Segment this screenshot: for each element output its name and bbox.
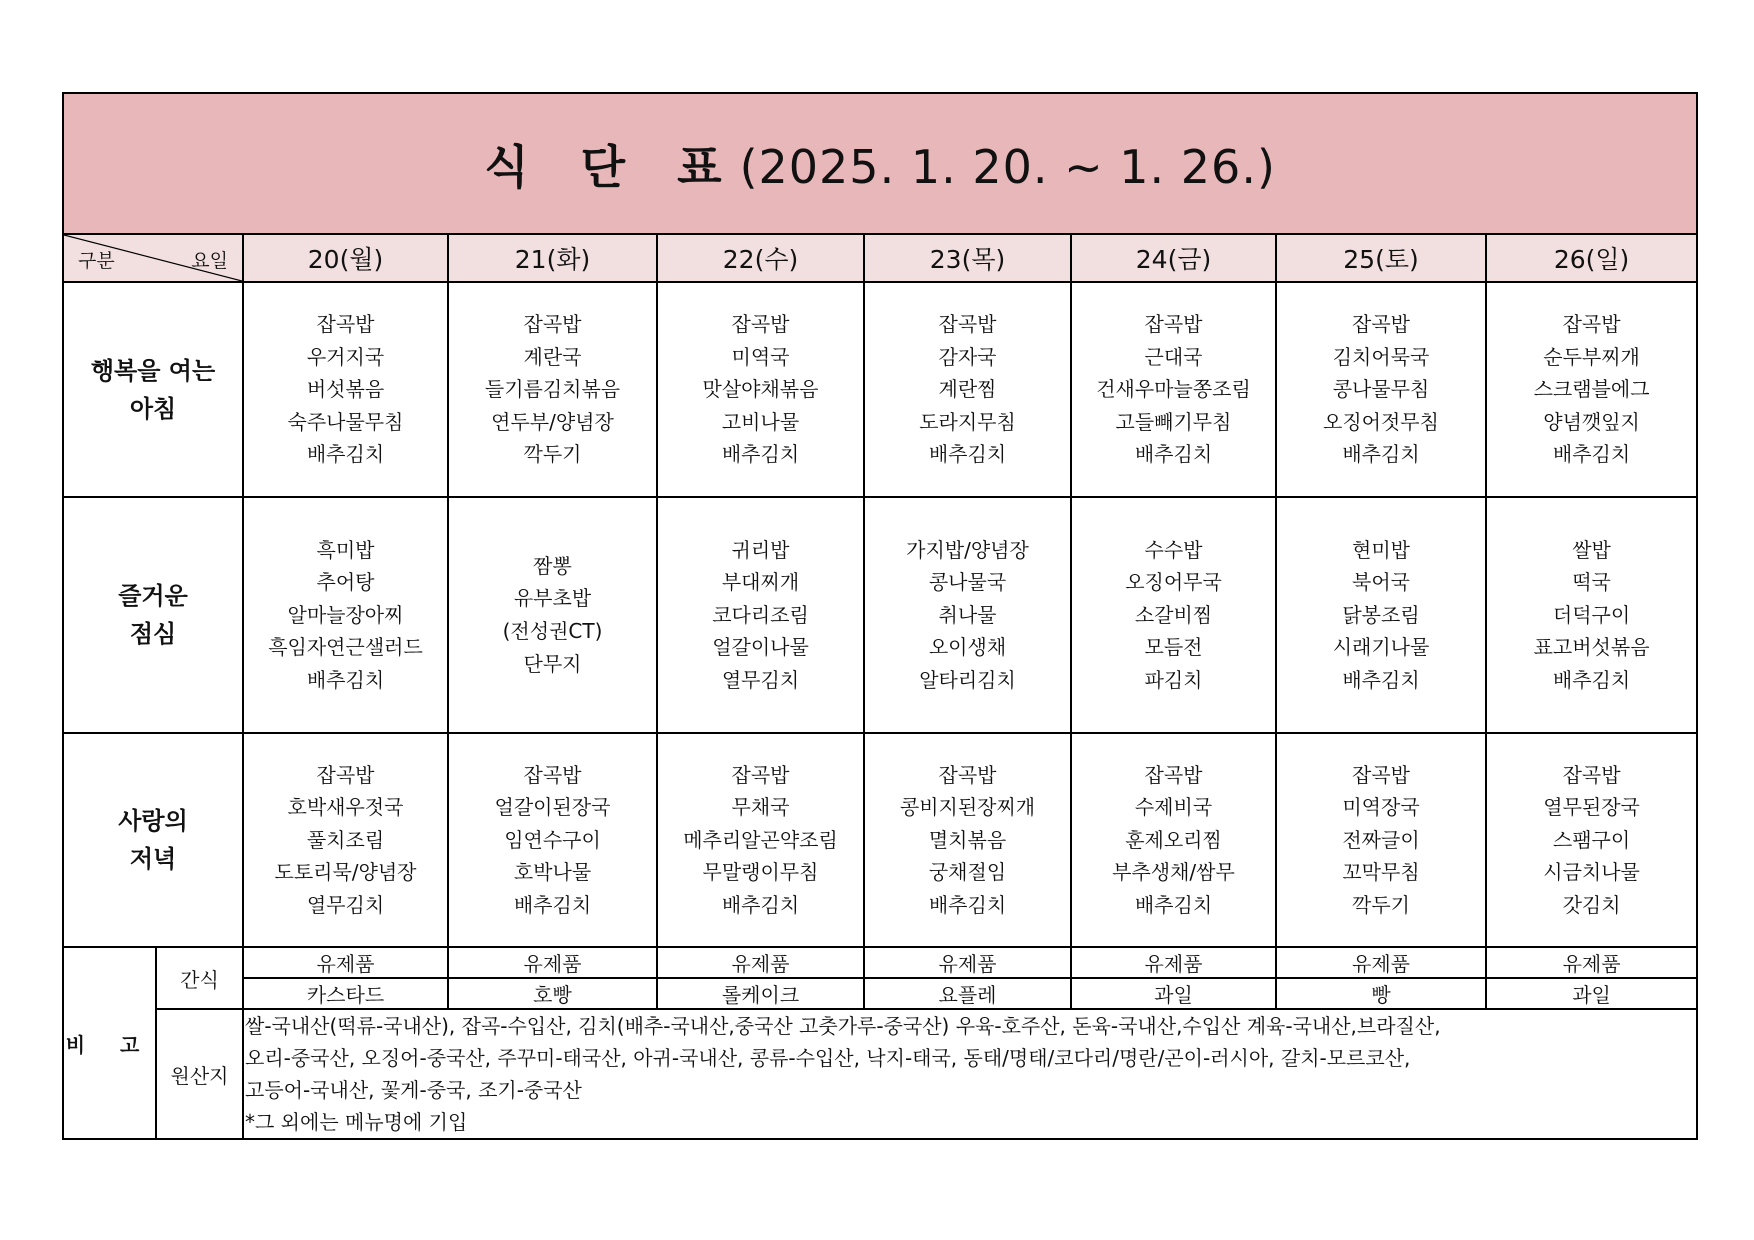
menu-item: 잡곡밥 xyxy=(316,312,375,337)
meal-plan-table xyxy=(62,92,1698,1140)
menu-item: 오징어젓무침 xyxy=(1323,409,1439,434)
snack-cell: 과일 xyxy=(1486,978,1697,1009)
breakfast-menu-cell xyxy=(864,282,1071,497)
menu-item: 배추김치 xyxy=(721,892,800,917)
menu-item: 잡곡밥 xyxy=(731,312,790,337)
menu-item: 수수밥 xyxy=(1144,537,1203,562)
menu-item: 배추김치 xyxy=(928,442,1007,467)
menu-item: 더덕구이 xyxy=(1552,602,1631,627)
dinner-menu-cell xyxy=(1276,733,1486,947)
menu-item: 무채국 xyxy=(731,795,790,820)
menu-item: 무말랭이무침 xyxy=(702,860,819,885)
menu-item: 가지밥/양념장 xyxy=(906,537,1029,562)
menu-item: 연두부/양념장 xyxy=(491,409,614,434)
menu-item: 계란국 xyxy=(523,344,582,369)
menu-item: 꼬막무침 xyxy=(1342,860,1420,885)
menu-item: 배추김치 xyxy=(306,442,385,467)
origin-line: 오리-중국산, 오징어-중국산, 주꾸미-태국산, 아귀-국내산, 콩류-수입산, 낙지-태국, 동태/명태/코다리/명란/곤이-러시아, 갈치-모르코산, xyxy=(245,1046,1411,1070)
snack-cell: 카스타드 xyxy=(243,978,448,1009)
menu-item: 시금치나물 xyxy=(1543,860,1640,885)
snack-cell: 유제품 xyxy=(657,947,864,978)
menu-item: 열무김치 xyxy=(721,667,800,692)
menu-item: 순두부찌개 xyxy=(1543,344,1640,369)
snack-cell: 유제품 xyxy=(1486,947,1697,978)
menu-item: 고들빼기무침 xyxy=(1115,409,1232,434)
menu-item: 배추김치 xyxy=(1134,892,1213,917)
menu-item: 건새우마늘쫑조림 xyxy=(1096,377,1251,402)
menu-item: 멸치볶음 xyxy=(928,827,1007,852)
menu-item: 흑미밥 xyxy=(316,537,375,562)
day-header: 20(월) xyxy=(243,234,448,282)
menu-item: 궁채절임 xyxy=(928,860,1007,885)
menu-item: 북어국 xyxy=(1352,570,1410,595)
menu-item: 감자국 xyxy=(938,344,997,369)
menu-item: 닭봉조림 xyxy=(1342,602,1420,627)
menu-item: 파김치 xyxy=(1144,667,1203,692)
menu-item: 배추김치 xyxy=(1134,442,1213,467)
dinner-menu-cell xyxy=(1071,733,1276,947)
breakfast-menu-cell xyxy=(243,282,448,497)
menu-item: 잡곡밥 xyxy=(1562,762,1621,787)
menu-item: 배추김치 xyxy=(1342,442,1420,467)
menu-item: 잡곡밥 xyxy=(1144,762,1203,787)
menu-item: 단무지 xyxy=(523,651,582,676)
snack-cell: 호빵 xyxy=(448,978,657,1009)
menu-item: 코다리조림 xyxy=(712,602,809,627)
menu-item: 배추김치 xyxy=(306,667,385,692)
dinner-menu-cell xyxy=(448,733,657,947)
menu-item: 전짜글이 xyxy=(1342,827,1420,852)
menu-item: 부추생채/쌈무 xyxy=(1112,860,1235,885)
snack-cell: 롤케이크 xyxy=(657,978,864,1009)
menu-item: 잡곡밥 xyxy=(1352,762,1410,787)
menu-item: 배추김치 xyxy=(1552,667,1631,692)
corner-right-label: 요일 xyxy=(191,250,228,272)
day-header: 23(목) xyxy=(864,234,1071,282)
menu-item: 배추김치 xyxy=(513,892,592,917)
menu-item: 김치어묵국 xyxy=(1332,344,1430,369)
snack-cell: 빵 xyxy=(1276,978,1486,1009)
menu-item: 맛살야채볶음 xyxy=(702,377,819,402)
menu-item: 표고버섯볶음 xyxy=(1533,635,1650,660)
dinner-menu-cell xyxy=(657,733,864,947)
menu-item: 모듬전 xyxy=(1144,635,1203,660)
menu-item: 잡곡밥 xyxy=(523,312,582,337)
snack-cell: 유제품 xyxy=(1276,947,1486,978)
menu-item: 스크램블에그 xyxy=(1533,377,1650,402)
menu-item: 우거지국 xyxy=(306,344,385,369)
lunch-menu-cell xyxy=(864,497,1071,733)
menu-item: 잡곡밥 xyxy=(1352,312,1410,337)
menu-item: 열무김치 xyxy=(306,892,385,917)
breakfast-menu-cell xyxy=(657,282,864,497)
lunch-menu-cell xyxy=(657,497,864,733)
title-dates: (2025. 1. 20. ~ 1. 26.) xyxy=(739,139,1276,194)
menu-item: 콩나물국 xyxy=(928,570,1007,595)
menu-item: 배추김치 xyxy=(928,892,1007,917)
menu-item: 쌀밥 xyxy=(1572,537,1611,562)
menu-item: 근대국 xyxy=(1144,344,1203,369)
menu-item: 알마늘장아찌 xyxy=(287,602,404,627)
day-header: 24(금) xyxy=(1071,234,1276,282)
menu-item: 미역국 xyxy=(731,344,790,369)
menu-item: 호박나물 xyxy=(513,860,592,885)
menu-item: 흑임자연근샐러드 xyxy=(268,635,423,660)
dinner-menu-cell xyxy=(1486,733,1697,947)
menu-item: 유부초밥 xyxy=(513,586,592,611)
breakfast-menu-cell xyxy=(448,282,657,497)
origin-line: 고등어-국내산, 꽃게-중국, 조기-중국산 xyxy=(245,1078,582,1102)
snack-cell: 유제품 xyxy=(1071,947,1276,978)
menu-item: 미역장국 xyxy=(1342,795,1420,820)
menu-item: 깍두기 xyxy=(523,442,582,467)
breakfast-menu-cell xyxy=(1071,282,1276,497)
lunch-label: 즐거운 점심 xyxy=(63,497,243,733)
menu-item: 콩비지된장찌개 xyxy=(899,795,1036,820)
day-header: 26(일) xyxy=(1486,234,1697,282)
menu-item: 들기름김치볶음 xyxy=(484,377,621,402)
menu-item: 얼갈이나물 xyxy=(712,635,809,660)
lunch-menu-cell xyxy=(1276,497,1486,733)
menu-item: 시래기나물 xyxy=(1332,635,1430,660)
menu-item: 계란찜 xyxy=(938,377,997,402)
menu-item: 열무된장국 xyxy=(1543,795,1640,820)
snack-cell: 유제품 xyxy=(864,947,1071,978)
snack-cell: 과일 xyxy=(1071,978,1276,1009)
snack-cell: 요플레 xyxy=(864,978,1071,1009)
menu-item: 짬뽕 xyxy=(533,553,572,578)
menu-item: 부대찌개 xyxy=(721,570,800,595)
breakfast-menu-cell xyxy=(1486,282,1697,497)
snack-cell: 유제품 xyxy=(448,947,657,978)
lunch-menu-cell xyxy=(448,497,657,733)
breakfast-menu-cell xyxy=(1276,282,1486,497)
origin-label: 원산지 xyxy=(156,1009,243,1139)
menu-item: 잡곡밥 xyxy=(523,762,582,787)
menu-item: 배추김치 xyxy=(721,442,800,467)
lunch-menu-cell xyxy=(1071,497,1276,733)
menu-item: 잡곡밥 xyxy=(316,762,375,787)
menu-item: 잡곡밥 xyxy=(938,762,997,787)
menu-item: 귀리밥 xyxy=(731,537,790,562)
menu-item: 양념깻잎지 xyxy=(1543,409,1640,434)
menu-item: 소갈비찜 xyxy=(1134,602,1213,627)
menu-item: 임연수구이 xyxy=(504,827,601,852)
origin-info xyxy=(243,1009,1697,1139)
menu-item: 추어탕 xyxy=(316,570,375,595)
dinner-menu-cell xyxy=(864,733,1071,947)
page-title xyxy=(63,93,1697,234)
menu-item: 도라지무침 xyxy=(919,409,1016,434)
menu-item: 숙주나물무침 xyxy=(287,409,404,434)
menu-item: 취나물 xyxy=(938,602,997,627)
menu-item: 배추김치 xyxy=(1342,667,1420,692)
menu-item: 도토리묵/양념장 xyxy=(274,860,417,885)
remarks-label: 비 고 xyxy=(63,947,156,1139)
breakfast-label: 행복을 여는 아침 xyxy=(63,282,243,497)
dinner-menu-cell xyxy=(243,733,448,947)
menu-item: 오이생채 xyxy=(928,635,1007,660)
menu-item: 떡국 xyxy=(1572,570,1611,595)
menu-item: 호박새우젓국 xyxy=(287,795,404,820)
lunch-menu-cell xyxy=(243,497,448,733)
day-header: 21(화) xyxy=(448,234,657,282)
menu-item: 깍두기 xyxy=(1352,892,1410,917)
menu-item: 갓김치 xyxy=(1562,892,1621,917)
corner-header xyxy=(63,234,243,282)
day-header: 22(수) xyxy=(657,234,864,282)
menu-item: 고비나물 xyxy=(721,409,800,434)
menu-item: 잡곡밥 xyxy=(731,762,790,787)
menu-item: 수제비국 xyxy=(1134,795,1213,820)
menu-item: 잡곡밥 xyxy=(1562,312,1621,337)
menu-item: 버섯볶음 xyxy=(306,377,385,402)
menu-item: 메추리알곤약조림 xyxy=(683,827,838,852)
menu-item: 얼갈이된장국 xyxy=(494,795,611,820)
menu-item: 오징어무국 xyxy=(1125,570,1222,595)
menu-item: 배추김치 xyxy=(1552,442,1631,467)
snack-label: 간식 xyxy=(156,947,243,1009)
menu-item: 풀치조림 xyxy=(306,827,385,852)
menu-item: 잡곡밥 xyxy=(938,312,997,337)
menu-item: 콩나물무침 xyxy=(1332,377,1430,402)
dinner-label: 사랑의 저녁 xyxy=(63,733,243,947)
corner-left-label: 구분 xyxy=(78,250,115,272)
menu-item: 알타리김치 xyxy=(919,667,1016,692)
day-header: 25(토) xyxy=(1276,234,1486,282)
menu-item: 훈제오리찜 xyxy=(1125,827,1222,852)
menu-item: 현미밥 xyxy=(1352,537,1410,562)
title-main: 식 단 표 xyxy=(484,139,740,194)
menu-item: (전성권CT) xyxy=(502,619,603,643)
snack-cell: 유제품 xyxy=(243,947,448,978)
menu-item: 스팸구이 xyxy=(1552,827,1631,852)
origin-line: 쌀-국내산(떡류-국내산), 잡곡-수입산, 김치(배추-국내산,중국산 고춧가루-중국산) 우육-호주산, 돈육-국내산,수입산 계육-국내산,브라질산, xyxy=(245,1014,1441,1038)
origin-note: *그 외에는 메뉴명에 기입 xyxy=(245,1110,468,1134)
menu-item: 잡곡밥 xyxy=(1144,312,1203,337)
lunch-menu-cell xyxy=(1486,497,1697,733)
